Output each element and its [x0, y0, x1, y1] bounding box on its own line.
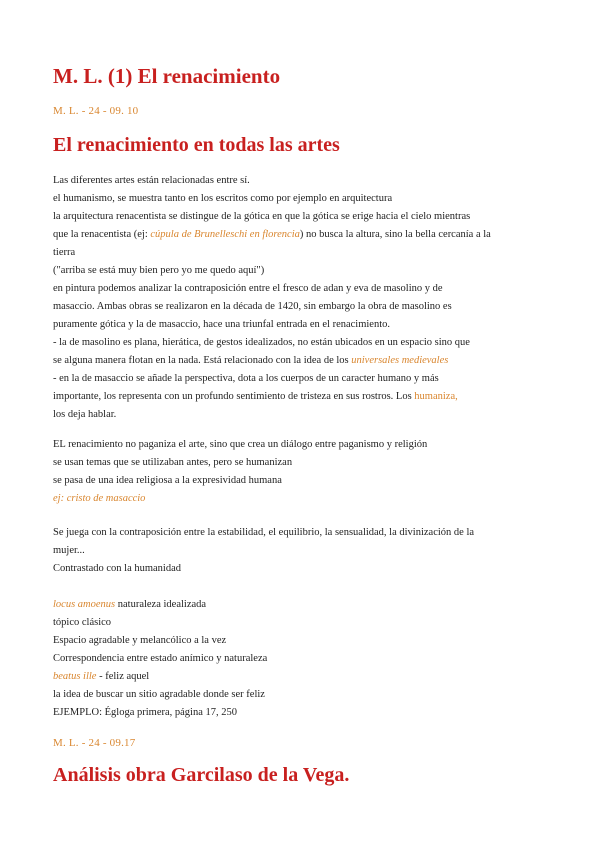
text-line: mujer... — [53, 545, 85, 556]
highlight-text: universales medievales — [351, 355, 449, 366]
document-title: M. L. (1) El renacimiento — [53, 64, 281, 88]
highlight-text: beatus ille — [53, 671, 97, 682]
text-fragment: ) no busca la altura, sino la bella cercanía a la — [299, 229, 491, 240]
text-line: Correspondencia entre estado anímico y naturaleza — [53, 653, 268, 664]
text-line: tópico clásico — [53, 617, 112, 628]
date-label: M. L. - 24 - 09.17 — [53, 737, 136, 749]
text-line: en pintura podemos analizar la contraposición entre el fresco de adan y eva de masolino y de — [53, 283, 443, 294]
text-line: se pasa de una idea religiosa a la expresividad humana — [53, 475, 282, 486]
date-label: M. L. - 24 - 09. 10 — [53, 105, 139, 117]
text-line — [53, 596, 553, 614]
text-fragment: que la renacentista (ej: — [53, 229, 148, 240]
text-line: Espacio agradable y melancólico a la vez — [53, 635, 227, 646]
highlight-text: ej: cristo de masaccio — [53, 493, 146, 504]
highlight-text: cúpula de Brunelleschi en florencia — [150, 229, 300, 240]
text-line: Las diferentes artes están relacionadas entre sí. — [53, 175, 250, 186]
paragraph-block — [53, 524, 553, 578]
text-line: el humanismo, se muestra tanto en los escritos como por ejemplo en arquitectura — [53, 193, 393, 204]
text-line: se usan temas que se utilizaban antes, pero se humanizan — [53, 457, 293, 468]
paragraph-block — [53, 436, 553, 508]
text-line: Contrastado con la humanidad — [53, 563, 182, 574]
paragraph-block — [53, 172, 553, 424]
section-heading: Análisis obra Garcilaso de la Vega. — [53, 764, 350, 786]
text-line: masaccio. Ambas obras se realizaron en la década de 1420, sin embargo la obra de masolino es — [53, 301, 452, 312]
text-line: ("arriba se está muy bien pero yo me quedo aquí") — [53, 265, 265, 276]
text-line: - en la de masaccio se añade la perspectiva, dota a los cuerpos de un caracter humano y más — [53, 373, 439, 384]
text-fragment: importante, los representa con un profundo sentimiento de tristeza en sus rostros. Los — [53, 391, 412, 402]
text-line: tierra — [53, 247, 76, 258]
highlight-text: locus amoenus — [53, 599, 116, 610]
text-line — [53, 226, 553, 244]
highlight-text: humaniza, — [414, 391, 458, 402]
text-line: puramente gótica y la de masaccio, hace una triunfal entrada en el renacimiento. — [53, 319, 391, 330]
text-fragment: naturaleza idealizada — [117, 599, 207, 610]
text-line: EJEMPLO: Égloga primera, página 17, 250 — [53, 707, 238, 718]
text-line — [53, 668, 553, 686]
text-line: la idea de buscar un sitio agradable donde ser feliz — [53, 689, 265, 700]
text-line: - la de masolino es plana, hierática, de gestos idealizados, no están ubicados en un espacio sino que — [53, 337, 470, 348]
paragraph-block — [53, 596, 553, 722]
text-fragment: se alguna manera flotan en la nada. Está relacionado con la idea de los — [53, 355, 349, 366]
text-fragment: - feliz aquel — [99, 671, 150, 682]
text-line — [53, 388, 553, 406]
text-line: Se juega con la contraposición entre la estabilidad, el equilibrio, la sensualidad, la divinización de la — [53, 527, 475, 538]
text-line: la arquitectura renacentista se distingue de la gótica en que la gótica se erige hacia el cielo mientras — [53, 211, 471, 222]
text-line — [53, 352, 553, 370]
section-heading: El renacimiento en todas las artes — [53, 134, 340, 156]
text-line: los deja hablar. — [53, 409, 117, 420]
text-line: EL renacimiento no paganiza el arte, sino que crea un diálogo entre paganismo y religión — [53, 439, 428, 450]
